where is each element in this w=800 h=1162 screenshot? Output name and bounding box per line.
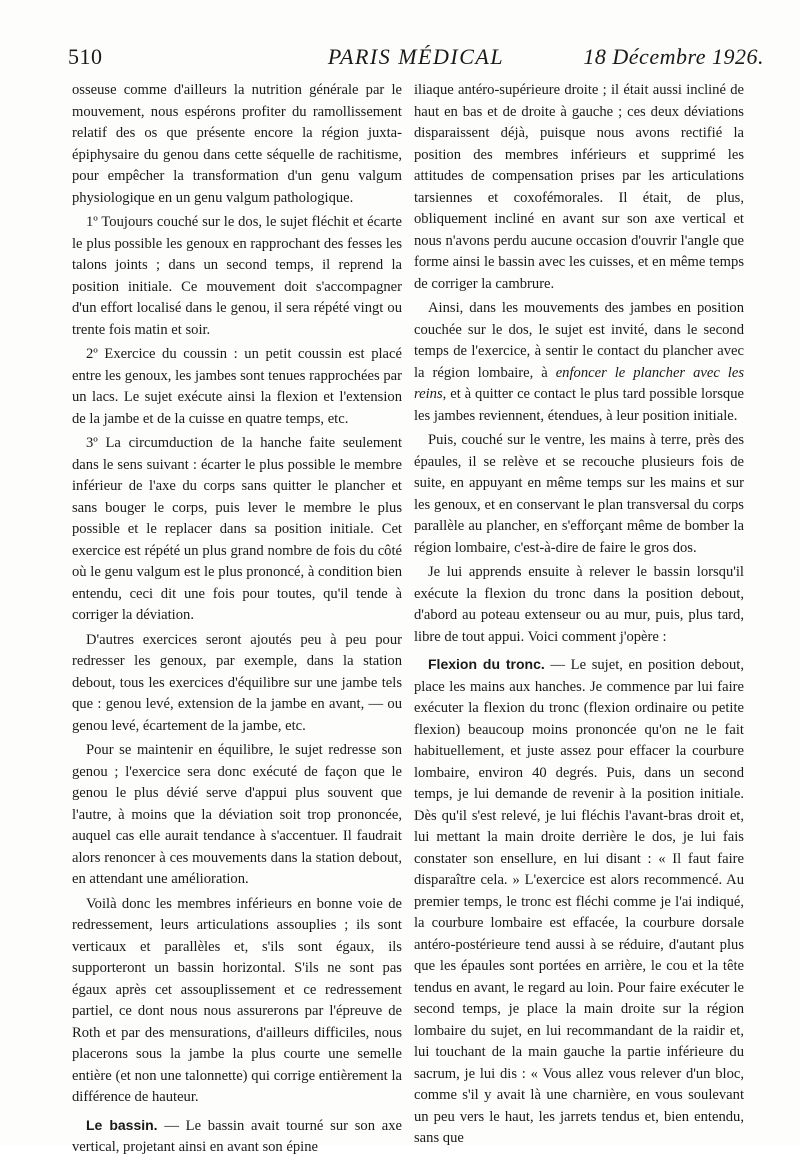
paragraph: Voilà donc les membres inférieurs en bonne voie de redressement, leurs articulations assouplies ; ils sont verticaux et parallèles et, s'ils sont égaux, ils supporteront un bassin horizontal. S'ils ne sont pas égaux après cet assouplissement et ce redressement partiel, ce dont nous nous assurerons par l'épreuve de Roth et par des mensurations, d'ailleurs difficiles, nous placerons sous la jambe la plus courte une semelle entière (et non une talonnette) qui corrige entièrement la différence de hauteur. [72,895,402,1105]
italic-phrase: enfoncer le plancher avec les reins [414,364,744,402]
section-paragraph-flexion [414,654,744,1150]
paragraph: 3º La circumduction de la hanche faite seulement dans le sens suivant : écarter le plus possible le membre inférieur de l'axe du corps sans quitter le plancher et sans bouger le corps, puis lever le membre le plus possible et le replacer dans sa position initiale. Cet exercice est répété un plus grand nombre de fois du côté où le genu valgum est le plus prononcé, à condition bien entendu, ceci dit une fois pour toutes, qu'il tende à corriger la déviation. [72,435,402,623]
right-column [414,80,744,1153]
paragraph-text: Ainsi, dans les mouvements des jambes en position couchée sur le dos, le sujet est invité, dans le second temps de l'exercice, à sentir le contact du plancher avec la région lombaire, à [414,300,744,381]
section-paragraph-bassin [72,1115,402,1159]
issue-date: 18 Décembre 1926. [583,44,764,69]
paragraph-text: — Le bassin avait tourné sur son axe vertical, projetant ainsi en avant son épine [72,1117,403,1155]
running-header [68,44,764,74]
paragraph: 2º Exercice du coussin : un petit coussin est placé entre les genoux, les jambes sont tenues rapprochées par un lacs. Le sujet exécute ainsi la flexion et l'extension de la jambe et de la cuisse en quatre temps, etc. [72,346,402,427]
paragraph: 1º Toujours couché sur le dos, le sujet fléchit et écarte le plus possible les genoux en rapprochant des fesses les talons joints ; dans un second temps, il reprend la position initiale. Ce mouvement doit s'accompagner d'un effort localisé dans le genou, il sera répété vingt ou trente fois matin et soir. [72,214,402,338]
left-column [72,80,402,1162]
section-heading-flexion: Flexion du tronc. [428,656,545,672]
paragraph: Je lui apprends ensuite à relever le bassin lorsqu'il exécute la flexion du tronc dans la position debout, d'abord au poteau extenseur ou au mur, puis, plus tard, libre de tout appui. Voici comment j'opère : [414,564,744,645]
paragraph: Puis, couché sur le ventre, les mains à terre, près des épaules, il se relève et se recouche plusieurs fois de suite, en appuyant en même temps sur les mains et sur les genoux, et en conservant le plan transversal du corps parallèle au plancher, en s'efforçant même de bomber la région lombaire, c'est-à-dire de faire le gros dos. [414,432,744,556]
paragraph: D'autres exercices seront ajoutés peu à peu pour redresser les genoux, par exemple, dans la station debout, tous les exercices d'équilibre sur une jambe tels que : genou levé, extension de la jambe en avant, — ou genou levé, écartement de la jambe, etc. [72,631,402,734]
paragraph: Pour se maintenir en équilibre, le sujet redresse son genou ; l'exercice sera donc exécuté de façon que le genou le plus dévié serve d'appui plus souvent que l'autre, à moins que la déviation soit trop prononcée, auquel cas elle aurait tendance à s'accentuer. Il faudrait alors renoncer à ces mouvements dans la station debout, en attendant une amélioration. [72,742,402,887]
journal-title: PARIS MÉDICAL [327,44,505,69]
paragraph: osseuse comme d'ailleurs la nutrition générale par le mouvement, nous espérons profiter du ramollissement relatif des os que présente encore la région juxta-épiphysaire du genou dans cette séquelle de rachitisme, pour empêcher la transformation d'un genu valgum physiologique en un genu valgum pathologique. [72,82,402,206]
paragraph-text: , et à quitter ce contact le plus tard possible lorsque les jambes reviennent, étendues, à leur position initiale. [414,386,744,424]
paragraph [414,298,744,427]
section-heading-bassin: Le bassin. [86,1116,158,1133]
paragraph: iliaque antéro-supérieure droite ; il était aussi incliné de haut en bas et de droite à gauche ; ces deux déviations disparaissent déjà, puisque nous avons rectifié la position des membres inférieurs et supprimé les attitudes de compensation prises par les articulations tarsiennes et coxofémorales. Il était, de plus, obliquement incliné en avant sur son axe vertical et nous n'avons perdu aucune occasion d'ouvrir l'angle que forme ainsi le bassin avec les cuisses, et en même temps de corriger la cambrure. [414,82,744,292]
paragraph-text: — Le sujet, en position debout, place les mains aux hanches. Je commence par lui faire exécuter la flexion du tronc (flexion ordinaire ou petite flexion) beaucoup moins prononcée qu'on ne le fait habituellement, et juste assez pour effacer la courbure lombaire, environ 40 degrés. Puis, dans un second temps, je lui demande de revenir à la position initiale. Dès qu'il s'est relevé, je lui fléchis l'avant-bras droit et, lui mettant la main droite derrière le dos, je lui fais constater son ensellure, en lui disant : « Il faut faire disparaître cela. » L'exercice est alors recommencé. Au premier temps, le tronc est fléchi comme je l'ai indiqué, la courbure lombaire est effacée, la courbure dorsale antéro-postérieure tend aussi à se réduire, d'autant plus que les épaules sont portées en arrière, le cou et la tête tendus en avant, le regard au loin. Pour faire exécuter le second temps, je place la main droite sur la région lombaire du sujet, en lui recommandant de la raidir et, lui touchant de la main gauche la partie inférieure du sacrum, je lui dis : « Vous allez vous relever d'un bloc, comme s'il y avait là une charnière, en vous soulevant un peu vers le haut, les jarrets tendus et, bien entendu, sans que [414,657,745,1146]
page-number: 510 [68,44,103,69]
